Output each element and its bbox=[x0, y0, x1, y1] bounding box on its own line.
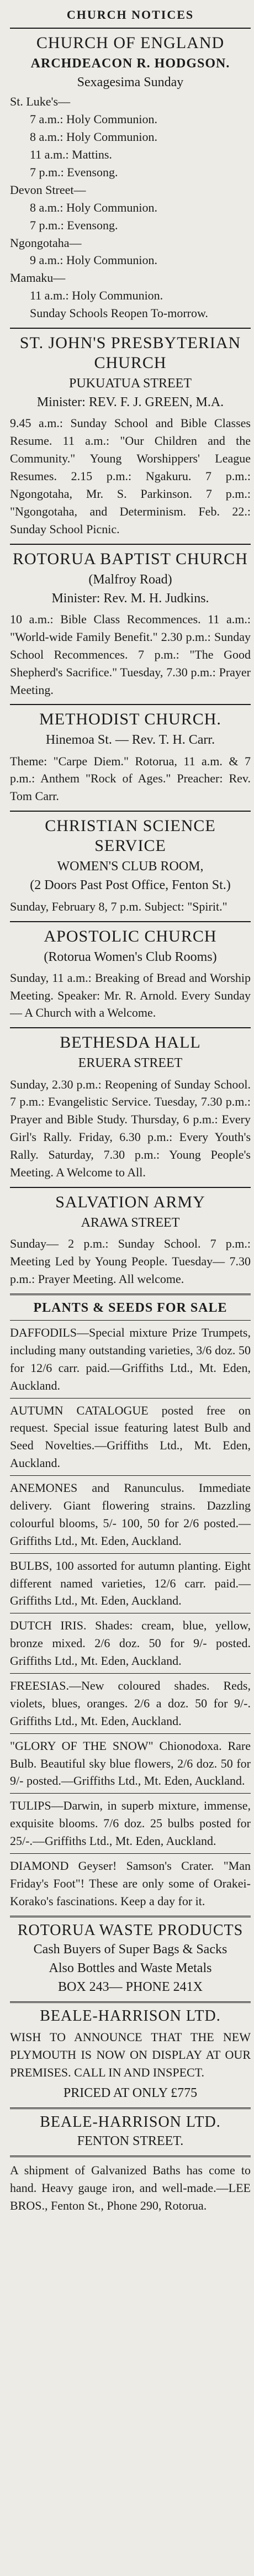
divider bbox=[10, 921, 251, 922]
divider bbox=[10, 1853, 251, 1854]
classified-ad: DIAMOND Geyser! Samson's Crater. "Man Friday's Foot"! These are only some of Orakei-Korako's fascinations. Keep a day for it. bbox=[10, 1859, 251, 1908]
methodist-address: Hinemoa St. — Rev. T. H. Carr. bbox=[45, 733, 215, 748]
divider bbox=[10, 1027, 251, 1028]
divider bbox=[10, 2156, 251, 2157]
apostolic-body: Sunday, 11 a.m.: Breaking of Bread and Worship Meeting. Speaker: Mr. R. Arnold. Every Sunday — A Church with a Welcome. bbox=[10, 970, 251, 1020]
schedule-line: Devon Street— bbox=[10, 182, 86, 197]
beale-body: WISH TO ANNOUNCE THAT THE NEW PLYMOUTH IS NOW ON DISPLAY AT OUR PREMISES. CALL IN AND INSPECT. bbox=[10, 2030, 251, 2080]
classified-ad: DAFFODILS—Special mixture Prize Trumpets, including many outstanding varieties, 3/6 doz. 50 for 12/6 carr. paid.—Griffiths Ltd., Mt. Eden, Auckland. bbox=[10, 1325, 251, 1392]
schedule-line: 8 a.m.: Holy Communion. bbox=[30, 130, 157, 144]
presbyterian-notice bbox=[10, 333, 251, 538]
methodist-heading: METHODIST CHURCH. bbox=[39, 710, 221, 729]
divider bbox=[10, 704, 251, 705]
schedule-line: St. Luke's— bbox=[10, 94, 71, 109]
church-of-england-notice bbox=[10, 33, 251, 322]
divider bbox=[10, 328, 251, 329]
schedule-line: 11 a.m.: Holy Communion. bbox=[30, 288, 163, 303]
beale-heading: BEALE-HARRISON LTD. bbox=[40, 2007, 221, 2025]
beale-heading: BEALE-HARRISON LTD. bbox=[40, 2114, 221, 2131]
salvation-street: ARAWA STREET bbox=[81, 1215, 180, 1230]
divider bbox=[10, 1187, 251, 1188]
divider bbox=[10, 1320, 251, 1321]
divider bbox=[10, 1916, 251, 1917]
waste-line: Cash Buyers of Super Bags & Sacks bbox=[33, 1942, 227, 1957]
classified-ad: TULIPS—Darwin, in superb mixture, immense, exquisite blooms. 7/6 doz. 25 bulbs posted for 25/-.—Griffiths Ltd., Mt. Eden, Auckland. bbox=[10, 1799, 251, 1848]
divider bbox=[10, 1793, 251, 1794]
divider bbox=[10, 2107, 251, 2109]
classified-ad: "GLORY OF THE SNOW" Chionodoxa. Rare Bulb. Beautiful sky blue flowers, 2/6 doz. 50 for 9/- posted.—Griffiths Ltd., Mt. Eden, Auckland. bbox=[10, 1738, 251, 1788]
england-subheading: ARCHDEACON R. HODGSON. bbox=[30, 56, 230, 71]
beale-price: PRICED AT ONLY £775 bbox=[63, 2085, 198, 2100]
christian-science-address: (2 Doors Past Post Office, Fenton St.) bbox=[30, 878, 231, 893]
salvation-army-notice bbox=[10, 1192, 251, 1288]
baptist-body: 10 a.m.: Bible Class Recommences. 11 a.m.: "World-wide Family Benefit." 2.30 p.m.: Sunday School Recommences. 7 p.m.: "The Good Shepherd's Sacrifice." Tuesday, 7.30 p.m.: Prayer Meeting. bbox=[10, 612, 251, 697]
methodist-notice bbox=[10, 709, 251, 805]
england-schedule bbox=[10, 93, 251, 322]
salvation-heading: SALVATION ARMY bbox=[55, 1192, 205, 1211]
methodist-body: Theme: "Carpe Diem." Rotorua, 11 a.m. & 7 p.m.: Anthem "Rock of Ages." Preacher: Rev. Tom Carr. bbox=[10, 754, 251, 803]
divider bbox=[10, 2001, 251, 2003]
classified-ad: AUTUMN CATALOGUE posted free on request. Special issue featuring latest Bulb and Seed Novelties.—Griffiths Ltd., Mt. Eden, Auckland. bbox=[10, 1403, 251, 1470]
divider bbox=[10, 811, 251, 812]
presbyterian-heading: ST. JOHN'S PRESBYTERIAN CHURCH bbox=[19, 333, 241, 372]
beale-street: FENTON STREET. bbox=[77, 2134, 184, 2149]
baptist-heading: ROTORUA BAPTIST CHURCH bbox=[13, 549, 248, 568]
england-heading: CHURCH OF ENGLAND bbox=[36, 34, 225, 52]
christian-science-club: WOMEN'S CLUB ROOM, bbox=[57, 859, 204, 874]
divider bbox=[10, 1475, 251, 1476]
plants-seeds-section bbox=[10, 1300, 251, 1910]
column-title: CHURCH NOTICES bbox=[66, 8, 194, 22]
classified-ad: FREESIAS.—New coloured shades. Reds, violets, blues, oranges. 2/6 a doz. 50 for 9/-. Griffiths Ltd., Mt. Eden, Auckland. bbox=[10, 1678, 251, 1728]
apostolic-heading: APOSTOLIC CHURCH bbox=[44, 927, 217, 945]
bethesda-heading: BETHESDA HALL bbox=[60, 1033, 201, 1052]
christian-science-heading: CHRISTIAN SCIENCE SERVICE bbox=[45, 817, 216, 855]
divider bbox=[10, 1398, 251, 1399]
presbyterian-street: PUKUATUA STREET bbox=[68, 376, 192, 391]
baptist-minister: Minister: Rev. M. H. Judkins. bbox=[51, 591, 209, 606]
classified-ad: DUTCH IRIS. Shades: cream, blue, yellow, bronze mixed. 2/6 doz. 50 for 9/- posted. Griffiths Ltd., Mt. Eden, Auckland. bbox=[10, 1618, 251, 1668]
england-sunday: Sexagesima Sunday bbox=[77, 75, 184, 90]
baptist-road: (Malfroy Road) bbox=[88, 572, 172, 587]
apostolic-notice bbox=[10, 927, 251, 1022]
classified-ad: ANEMONES and Ranunculus. Immediate delivery. Giant flowering strains. Dazzling colourful blooms, 5/- 100, 50 for 2/6 posted.—Griffiths Ltd., Mt. Eden, Auckland. bbox=[10, 1481, 251, 1548]
apostolic-rooms: (Rotorua Women's Club Rooms) bbox=[44, 949, 217, 964]
divider bbox=[10, 544, 251, 545]
schedule-line: 7 p.m.: Evensong. bbox=[30, 218, 118, 232]
divider bbox=[10, 28, 251, 29]
bethesda-notice bbox=[10, 1033, 251, 1181]
christian-science-body: Sunday, February 8, 7 p.m. Subject: "Spirit." bbox=[10, 899, 227, 913]
waste-products-ad bbox=[10, 1922, 251, 1996]
schedule-line: Mamaku— bbox=[10, 271, 66, 285]
divider bbox=[10, 1733, 251, 1734]
bethesda-street: ERUERA STREET bbox=[78, 1056, 183, 1071]
waste-line: Also Bottles and Waste Metals bbox=[49, 1960, 212, 1975]
christian-science-notice bbox=[10, 816, 251, 915]
baptist-notice bbox=[10, 549, 251, 699]
schedule-line: 8 a.m.: Holy Communion. bbox=[30, 200, 157, 214]
schedule-line: 11 a.m.: Mattins. bbox=[30, 148, 112, 162]
schedule-line: 7 a.m.: Holy Communion. bbox=[30, 112, 157, 127]
waste-heading: ROTORUA WASTE PRODUCTS bbox=[17, 1921, 244, 1939]
presbyterian-minister: Minister: REV. F. J. GREEN, M.A. bbox=[36, 395, 224, 410]
schedule-line: Ngongotaha— bbox=[10, 235, 82, 250]
galvanized-baths-ad: A shipment of Galvanized Baths has come to hand. Heavy gauge iron, and well-made.—LEE BROS., Fenton St., Phone 290, Rotorua. bbox=[10, 2163, 251, 2213]
waste-contact: BOX 243— PHONE 241X bbox=[57, 1980, 203, 1995]
classified-ad: BULBS, 100 assorted for autumn planting. Eight different named varieties, 12/6 carr. paid.—Griffiths Ltd., Mt. Eden, Auckland. bbox=[10, 1558, 251, 1608]
beale-harrison-address-ad bbox=[10, 2114, 251, 2150]
schedule-line: 9 a.m.: Holy Communion. bbox=[30, 253, 157, 267]
salvation-body: Sunday— 2 p.m.: Sunday School. 7 p.m.: Meeting Led by Young People. Tuesday— 7.30 p.m.: Prayer Meeting. All welcome. bbox=[10, 1237, 251, 1286]
beale-harrison-plymouth-ad bbox=[10, 2007, 251, 2102]
plants-heading: PLANTS & SEEDS FOR SALE bbox=[33, 1300, 227, 1315]
bethesda-body: Sunday, 2.30 p.m.: Reopening of Sunday School. 7 p.m.: Evangelistic Service. Tuesday, 7.30 p.m.: Prayer and Bible Study. Thursday, 6 p.m.: Every Girl's Rally. Friday, 6.30 p.m.: Every Youth's Rally. Saturday, 7.30 p.m.: Young People's Meeting. A Welcome to All. bbox=[10, 1077, 251, 1180]
divider bbox=[10, 1553, 251, 1554]
divider bbox=[10, 1673, 251, 1674]
schedule-line: 7 p.m.: Evensong. bbox=[30, 165, 118, 179]
divider bbox=[10, 1294, 251, 1295]
schedule-line: Sunday Schools Reopen To-morrow. bbox=[30, 306, 208, 320]
presbyterian-body: 9.45 a.m.: Sunday School and Bible Classes Resume. 11 a.m.: "Our Children and the Community." Young Worshippers' League Resumes. 2.15 p.m.: Ngakuru. 7 p.m.: Ngongotaha, Mr. S. Parkinson. 7 p.m.: "Ngongotaha, and Determinism. Feb. 22.: Sunday School Picnic. bbox=[10, 416, 251, 536]
